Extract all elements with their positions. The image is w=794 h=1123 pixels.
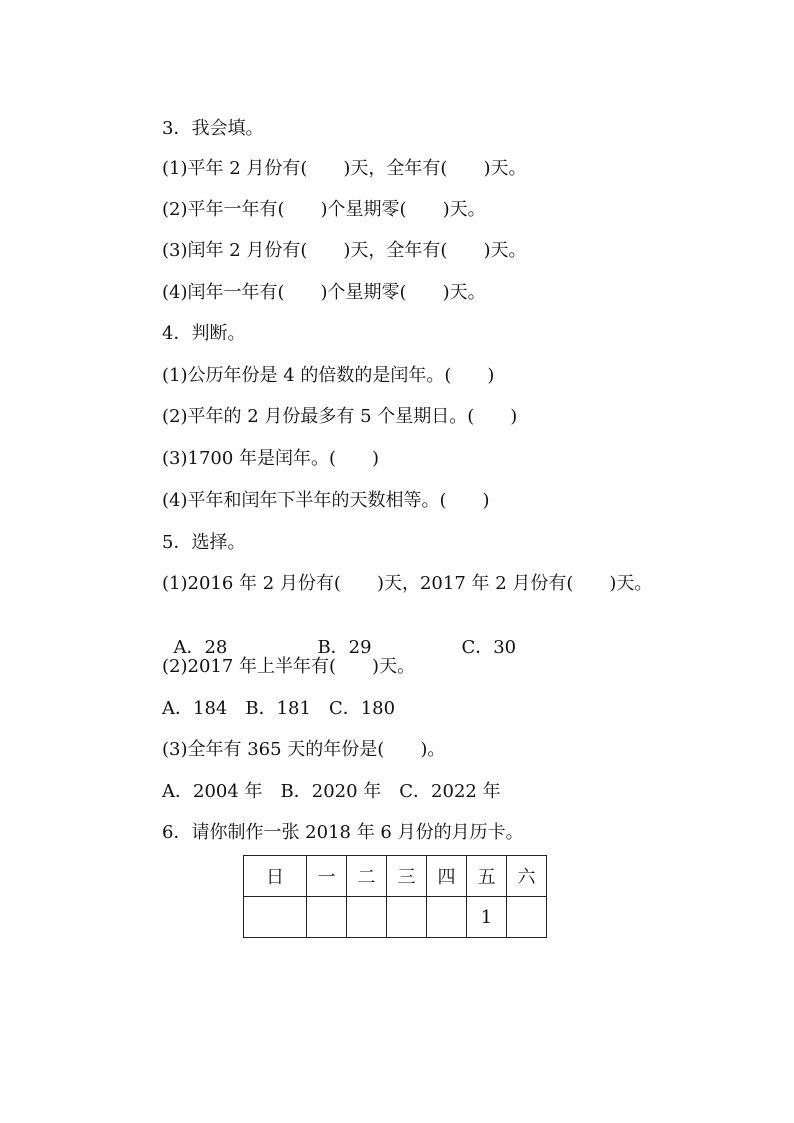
weekday-fri: 五 <box>467 856 507 897</box>
weekday-mon: 一 <box>307 856 347 897</box>
q3-item-2: (2)平年一年有( )个星期零( )天。 <box>162 199 486 220</box>
q4-item-4: (4)平年和闰年下半年的天数相等。( ) <box>162 490 490 511</box>
calendar-row <box>244 897 547 938</box>
q5-sub1-option-a: A．28 <box>173 637 228 658</box>
q3-title: 3．我会填。 <box>162 118 264 139</box>
q5-sub3-question: (3)全年有 365 天的年份是( )。 <box>162 739 446 760</box>
q5-sub1-options <box>162 615 516 659</box>
calendar-cell <box>387 897 427 938</box>
q5-sub1-option-c: C．30 <box>461 637 517 658</box>
q5-title: 5．选择。 <box>162 532 246 553</box>
q4-item-3: (3)1700 年是闰年。( ) <box>162 448 380 469</box>
weekday-wed: 三 <box>387 856 427 897</box>
calendar-cell <box>307 897 347 938</box>
calendar-cell <box>427 897 467 938</box>
q5-sub2-question: (2)2017 年上半年有( )天。 <box>162 656 416 677</box>
q5-sub1-question: (1)2016 年 2 月份有( )天，2017 年 2 月份有( )天。 <box>162 573 653 594</box>
q6-title: 6．请你制作一张 2018 年 6 月份的月历卡。 <box>162 822 524 843</box>
q5-sub2-options: A．184 B．181 C．180 <box>162 698 396 719</box>
q3-item-4: (4)闰年一年有( )个星期零( )天。 <box>162 282 486 303</box>
calendar-cell <box>507 897 547 938</box>
q3-item-1: (1)平年 2 月份有( )天，全年有( )天。 <box>162 158 527 179</box>
calendar-cell: 1 <box>467 897 507 938</box>
q4-item-1: (1)公历年份是 4 的倍数的是闰年。( ) <box>162 365 495 386</box>
weekday-tue: 二 <box>347 856 387 897</box>
calendar-table <box>243 855 547 938</box>
calendar-header-row <box>244 856 547 897</box>
q5-sub1-option-b: B．29 <box>317 637 372 658</box>
weekday-thu: 四 <box>427 856 467 897</box>
q5-sub3-options: A．2004 年 B．2020 年 C．2022 年 <box>162 781 501 802</box>
calendar-cell <box>244 897 307 938</box>
weekday-sun: 日 <box>244 856 307 897</box>
q3-item-3: (3)闰年 2 月份有( )天，全年有( )天。 <box>162 240 527 261</box>
weekday-sat: 六 <box>507 856 547 897</box>
calendar-cell <box>347 897 387 938</box>
q4-title: 4．判断。 <box>162 323 246 344</box>
q4-item-2: (2)平年的 2 月份最多有 5 个星期日。( ) <box>162 406 518 427</box>
